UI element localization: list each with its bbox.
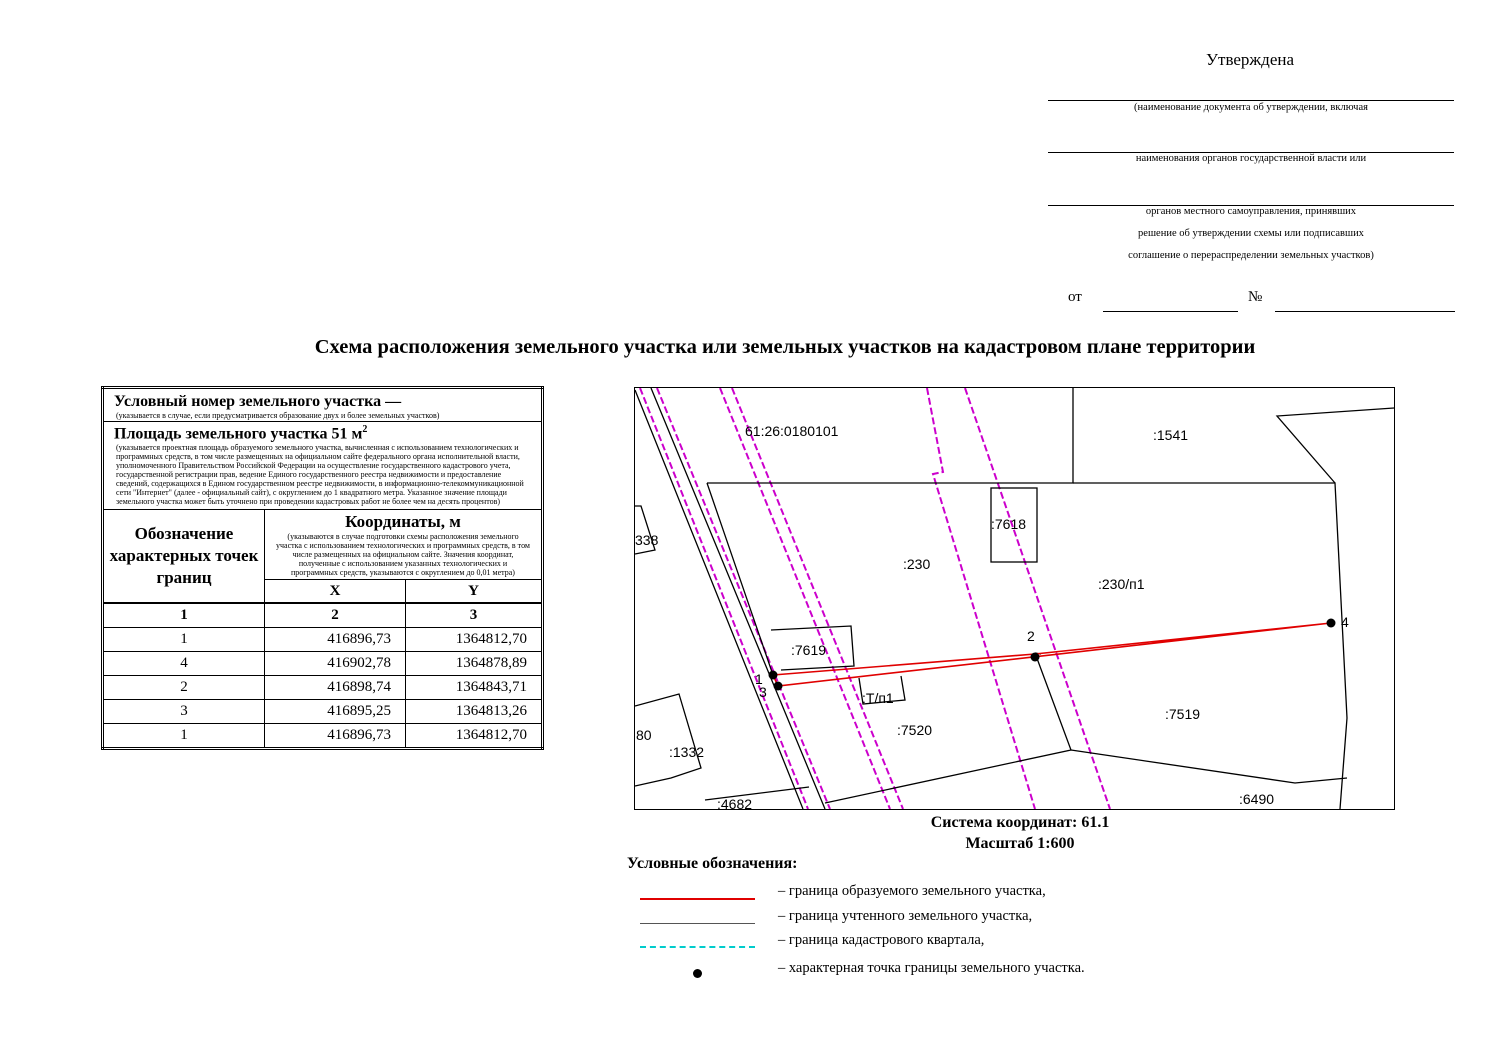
point-cell: 2	[103, 676, 265, 700]
quarter-boundary-line	[720, 388, 890, 809]
point-header: Обозначение характерных точек границ	[103, 510, 265, 604]
approval-line-4: решение об утверждении схемы или подписавших	[1138, 228, 1364, 239]
col-number-1: 1	[103, 603, 265, 628]
approval-line-2: наименования органов государственной власти или	[1135, 153, 1367, 164]
table-row	[103, 724, 543, 749]
approval-title: Утверждена	[1205, 50, 1295, 69]
conditional-number-label: Условный номер земельного участка	[114, 393, 382, 410]
parcel-label-4682: :4682	[717, 796, 753, 810]
quarter-boundary-line	[927, 388, 1035, 809]
quarter-boundary	[640, 388, 1110, 809]
x-cell: 416895,25	[265, 700, 406, 724]
cadastral-map[interactable]	[634, 387, 1395, 810]
parcel-label-t-n1: :Т/п1	[862, 690, 894, 706]
table-row	[103, 652, 543, 676]
y-cell: 1364843,71	[406, 676, 543, 700]
x-header: X	[265, 580, 406, 604]
point-4-marker[interactable]	[1327, 619, 1336, 628]
parcel-boundary	[1277, 408, 1394, 483]
area-note: (указывается проектная площадь образуемого земельного участка, вычисленная с использованием технологических и программных средств, в том числе размещенных на официальном сайте федерального органа исполнительной власти, уполномоченного Правительством Российской Федерации на осуществление государственного кадастрового учета, государственной регистрации прав, ведение Единого государственного реестра недвижимости и предоставление сведений, содержащихся в Едином государственном реестре недвижимости, в информационно-телекоммуникационной сети "Интернет" (далее - официальный сайт), с округлением до 1 квадратного метра. Указанное значение площади земельного участка может быть уточнено при проведении кадастровых работ не более чем на десять процентов)	[116, 443, 524, 507]
date-label: от	[1068, 289, 1082, 305]
area-label: Площадь земельного участка 51 м	[114, 425, 363, 443]
approval-line-3: органов местного самоуправления, принявших	[1145, 206, 1357, 217]
approval-line-5: соглашение о перераспределении земельных участков)	[1128, 250, 1374, 261]
legend-item-formed: – граница образуемого земельного участка,	[778, 883, 1046, 899]
quarter-label: 61:26:0180101	[745, 423, 839, 439]
parcel-label-6490: :6490	[1239, 791, 1275, 807]
parcel-label-230-n1: :230/п1	[1098, 576, 1145, 592]
table-row	[103, 676, 543, 700]
point-cell: 1	[103, 628, 265, 652]
x-cell: 416898,74	[265, 676, 406, 700]
quarter-boundary-line	[965, 388, 1110, 809]
y-cell: 1364812,70	[406, 628, 543, 652]
table-row	[103, 628, 543, 652]
parcel-label-80: 80	[636, 727, 652, 743]
map-canvas	[635, 388, 1394, 809]
document-title: Схема расположения земельного участка или земельных участков на кадастровом плане территории	[314, 336, 1256, 358]
legend-existing-line	[640, 923, 755, 924]
point-3-marker[interactable]	[774, 682, 783, 691]
point-label-4: 4	[1341, 614, 1349, 630]
point-label-3: 3	[759, 684, 767, 700]
y-header: Y	[406, 580, 543, 604]
quarter-boundary-line	[640, 388, 808, 809]
approval-line-1: (наименование документа об утверждении, включая	[1134, 102, 1368, 113]
point-2-marker[interactable]	[1031, 653, 1040, 662]
quarter-boundary-line	[732, 388, 903, 809]
legend-item-point: – характерная точка границы земельного участка.	[778, 960, 1085, 976]
x-cell: 416896,73	[265, 628, 406, 652]
area-unit-sup: 2	[362, 424, 368, 435]
existing-parcels	[635, 388, 1394, 809]
parcel-boundary	[825, 653, 1071, 803]
parcel-label-7520: :7520	[897, 722, 933, 738]
x-cell: 416896,73	[265, 724, 406, 749]
y-cell: 1364812,70	[406, 724, 543, 749]
col-number-2: 2	[265, 603, 406, 628]
area-cell	[103, 422, 543, 510]
parcel-label-7618: :7618	[991, 516, 1027, 532]
map-scale: Масштаб 1:600	[965, 835, 1075, 852]
coords-header-cell	[265, 510, 543, 580]
parcel-label-1332: :1332	[669, 744, 705, 760]
col-number-3: 3	[406, 603, 543, 628]
point-label-1: 1	[755, 671, 763, 687]
x-cell: 416902,78	[265, 652, 406, 676]
parcel-boundary	[635, 390, 803, 809]
legend-title: Условные обозначения:	[627, 855, 798, 872]
conditional-number-value: —	[385, 393, 402, 410]
map-caption	[860, 812, 1180, 854]
legend-item-existing: – граница учтенного земельного участка,	[778, 908, 1033, 924]
point-label-2: 2	[1027, 628, 1035, 644]
coordinate-system: Система координат: 61.1	[930, 814, 1110, 831]
coords-note: (указываются в случае подготовки схемы расположения земельного участка с использованием технологических и программных средств, в том числе размещенных на официальном сайте. Значения координат, полученные с использованием указанных технологических и программных средств, указываются с округлением до 0,01 метра)	[276, 532, 530, 578]
legend-quarter-line	[640, 946, 755, 948]
point-cell: 1	[103, 724, 265, 749]
conditional-number-note: (указывается в случае, если предусматривается образование двух и более земельных участков)	[116, 411, 440, 420]
conditional-number-cell	[103, 388, 543, 422]
legend-point-icon	[693, 969, 702, 978]
legend-formed-line	[640, 898, 755, 900]
point-cell: 3	[103, 700, 265, 724]
parcel-label-338: 338	[635, 532, 659, 548]
formed-parcel-boundary	[773, 623, 1331, 686]
number-field[interactable]	[1275, 311, 1455, 312]
legend-item-quarter: – граница кадастрового квартала,	[778, 932, 985, 948]
y-cell: 1364878,89	[406, 652, 543, 676]
parcel-label-1541: :1541	[1153, 427, 1189, 443]
parcel-table	[101, 386, 544, 750]
parcel-label-230: :230	[903, 556, 931, 572]
parcel-label-7619: :7619	[791, 642, 827, 658]
point-cell: 4	[103, 652, 265, 676]
point-1-marker[interactable]	[769, 671, 778, 680]
number-label: №	[1248, 289, 1263, 305]
date-field[interactable]	[1103, 311, 1238, 312]
y-cell: 1364813,26	[406, 700, 543, 724]
parcel-label-7519: :7519	[1165, 706, 1201, 722]
table-row	[103, 700, 543, 724]
parcel-boundary	[1071, 750, 1347, 783]
approval-signature-line	[1048, 100, 1454, 101]
coords-header: Координаты, м	[345, 512, 461, 532]
formed-boundary-line	[773, 623, 1331, 686]
